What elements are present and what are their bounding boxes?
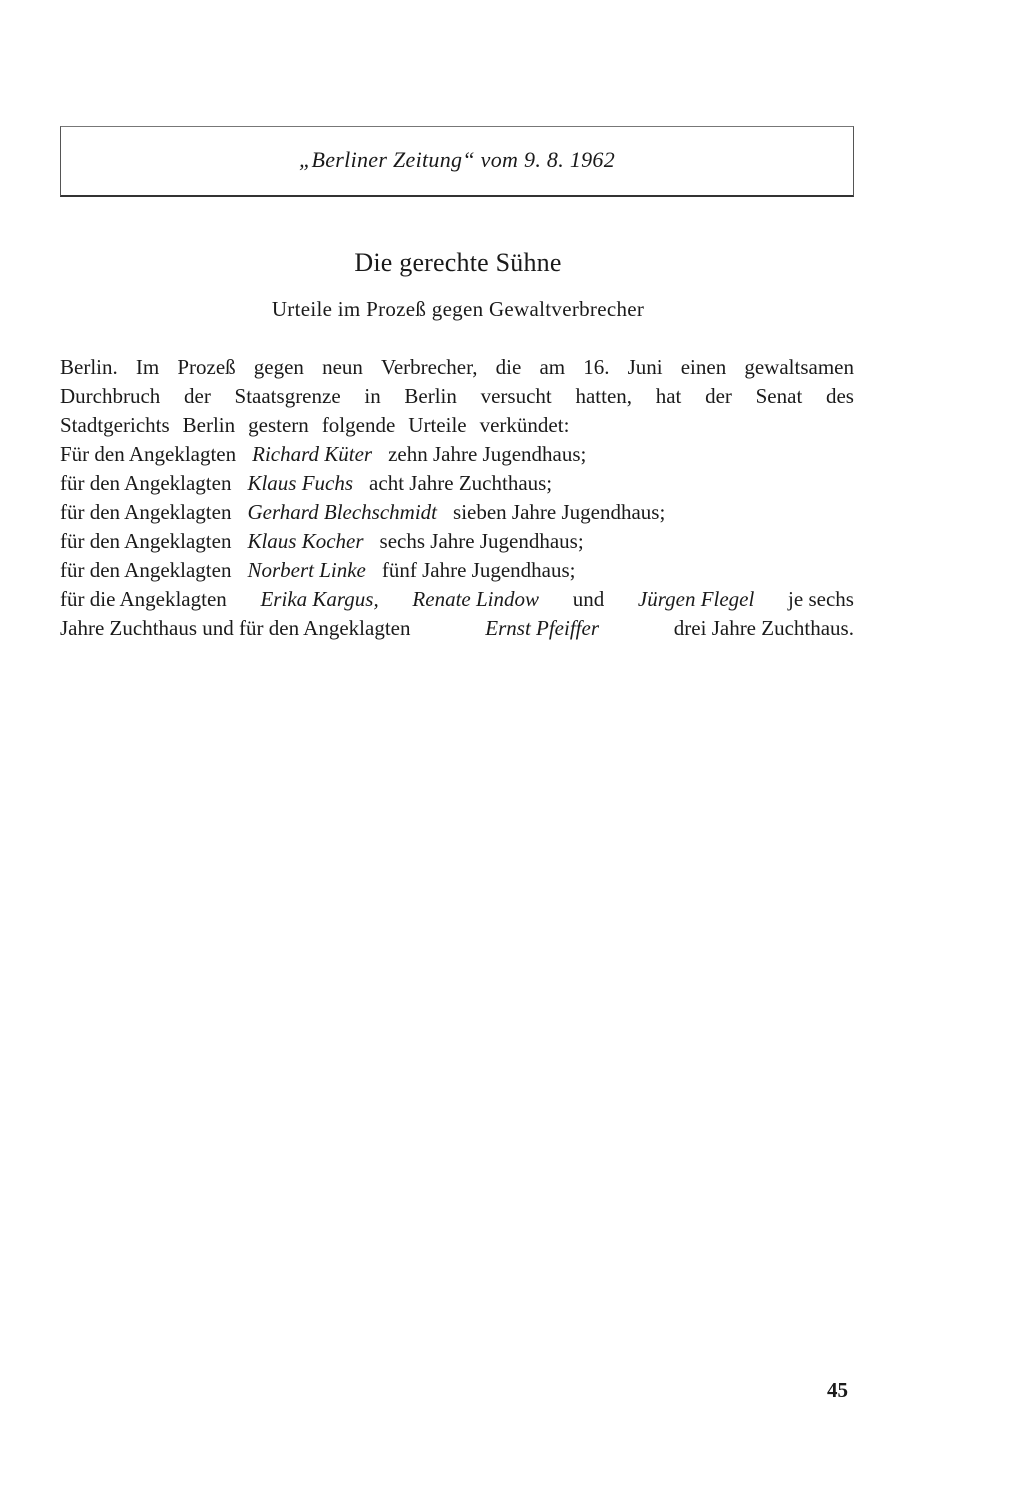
- verdict-line: für den Angeklagten Klaus Fuchs acht Jahre Zuchthaus;: [60, 469, 854, 498]
- final-verdict-line-2: Jahre Zuchthaus und für den Angeklagten Ernst Pfeiffer drei Jahre Zuchthaus.: [60, 614, 854, 643]
- verdict-line: für den Angeklagten Norbert Linke fünf Jahre Jugendhaus;: [60, 556, 854, 585]
- verdict-line: für den Angeklagten Klaus Kocher sechs Jahre Jugendhaus;: [60, 527, 854, 556]
- final-verdict-line-1: für die Angeklagten Erika Kargus, Renate Lindow und Jürgen Flegel je sechs: [60, 585, 854, 614]
- defendant-name: Gerhard Blechschmidt: [247, 500, 438, 524]
- defendant-name: Erika Kargus,: [260, 587, 379, 611]
- article-title: Die gerechte Sühne: [354, 248, 562, 277]
- intro-line-3: Stadtgerichts Berlin gestern folgende Urteile verkündet:: [60, 413, 570, 437]
- source-citation: „Berliner Zeitung“ vom 9. 8. 1962: [298, 147, 616, 172]
- intro-line-2: Durchbruch der Staatsgrenze in Berlin versucht hatten, hat der Senat des: [60, 384, 854, 408]
- verdict-line: Für den Angeklagten Richard Küter zehn Jahre Jugendhaus;: [60, 440, 854, 469]
- article-subtitle: Urteile im Prozeß gegen Gewaltverbrecher: [271, 297, 645, 321]
- intro-line-1: Berlin. Im Prozeß gegen neun Verbrecher, die am 16. Juni einen gewaltsamen: [60, 355, 854, 379]
- defendant-name: Klaus Kocher: [247, 529, 364, 553]
- defendant-name: Klaus Fuchs: [247, 471, 354, 495]
- page-number: 45: [827, 1378, 848, 1402]
- article-body: [60, 353, 854, 643]
- defendant-name: Ernst Pfeiffer: [485, 616, 600, 640]
- verdict-line: für den Angeklagten Gerhard Blechschmidt sieben Jahre Jugendhaus;: [60, 498, 854, 527]
- defendant-name: Renate Lindow: [412, 587, 539, 611]
- source-box: [60, 126, 854, 197]
- defendant-name: Norbert Linke: [247, 558, 366, 582]
- defendant-name: Jürgen Flegel: [637, 587, 755, 611]
- defendant-name: Richard Küter: [252, 442, 373, 466]
